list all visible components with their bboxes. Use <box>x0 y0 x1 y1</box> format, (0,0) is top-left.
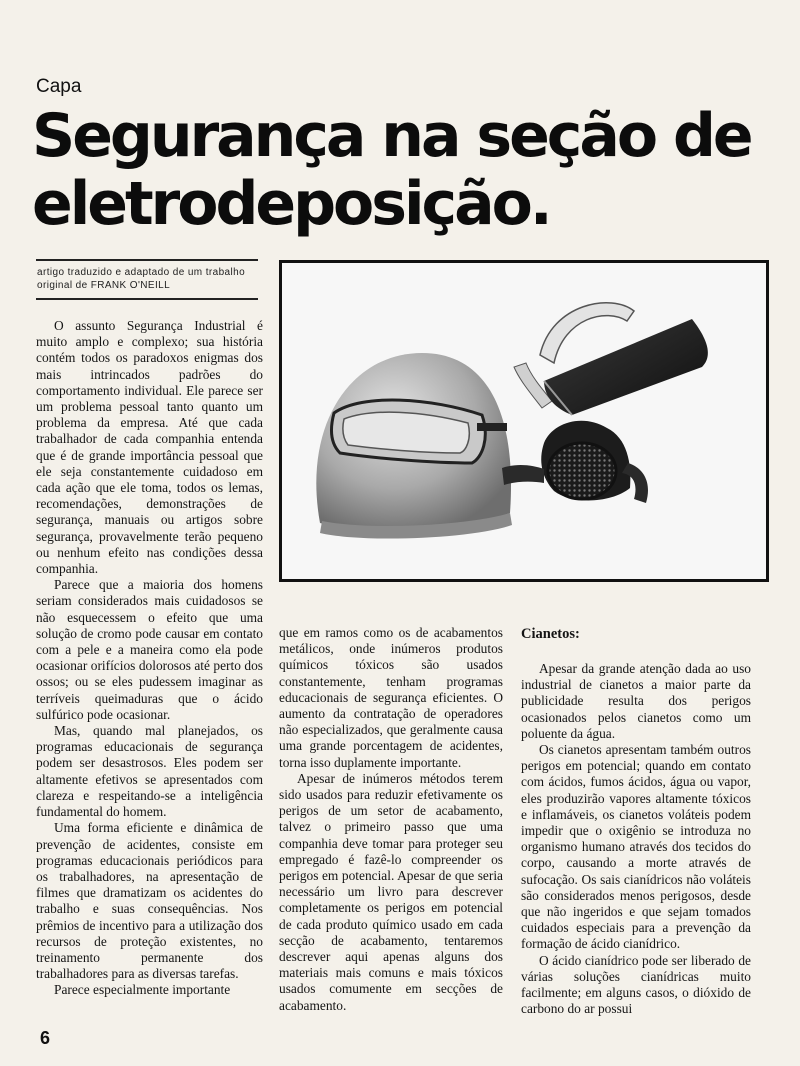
author-credit: artigo traduzido e adaptado de um trabalho original de FRANK O'NEILL <box>37 267 246 291</box>
respirator-filter <box>548 443 616 499</box>
subheading-cianetos: Cianetos: <box>521 626 580 642</box>
section-label: Capa <box>36 76 82 97</box>
credit-rule-bottom <box>36 298 258 300</box>
article-column-1 <box>36 318 263 999</box>
paragraph: O ácido cianídrico pode ser liberado de várias soluções cianídricas muito facilmente; em alguns casos, o dióxido de carbono do ar possui <box>521 952 751 1017</box>
paragraph: Uma forma eficiente e dinâmica de prevenção de acidentes, consiste em programas educacionais periódicos para os trabalhadores, na apresentação de filmes que dramatizam os acidentes do trabalho e suas consequências. Nos prêmios de incentivo para a utilização dos recursos de proteção existentes, no treinamento permanente dos trabalhadores para as diversas tarefas. <box>36 820 263 982</box>
safety-equipment-photo <box>279 260 769 582</box>
safety-equipment-illustration <box>282 263 766 579</box>
credit-rule-top <box>36 259 258 261</box>
headline: Segurança na seção de eletrodeposição. <box>32 101 751 239</box>
paragraph: Parece especialmente importante <box>54 982 231 998</box>
article-column-3 <box>521 625 751 1017</box>
paragraph: Apesar de inúmeros métodos terem sido usados para reduzir efetivamente os perigos de um setor de acabamento, talvez o primeiro passo que uma companhia deve tomar para proteger seu empregado é fazê-lo compreender os perigos em potencial. Apesar de que seria necessário um livro para descrever completamente os perigos em potencial de cada produto químico usado em cada secção de acabamento, tentaremos descrever aqui apenas alguns dos materiais mais comuns e mais tóxicos usados comumente em secções de acabamento. <box>279 770 503 1013</box>
page-number: 6 <box>40 1028 51 1048</box>
paragraph: Apesar da grande atenção dada ao uso industrial de cianetos a maior parte da publicidade resulta dos perigos ocasionados pelos cianetos como um poluente da água. <box>521 661 751 741</box>
paragraph: que em ramos como os de acabamentos metálicos, onde inúmeros produtos químicos tóxicos são usados constantemente, tenham programas educacionais de segurança eficientes. O aumento da contratação de operadores não especializados, que geralmente causa uma grande porcentagem de acidentes, torna isso duplamente importante. <box>279 625 503 770</box>
paragraph: Parece que a maioria dos homens seriam considerados mais cuidadosos se não esquecessem o efeito que uma solução de cromo pode causar em contato com a pele e a maneira como ela pode ocasionar orifícios dolorosos até perto dos ossos; ou se eles pudessem imaginar as terríveis queimaduras que o ácido sulfúrico pode ocasionar. <box>36 577 263 722</box>
paragraph: Os cianetos apresentam também outros perigos em potencial; quando em contato com ácidos, fumos ácidos, água ou vapor, eles produzirão vapores altamente tóxicos e inflamáveis, os cianetos voláteis podem impedir que o oxigênio se introduza no organismo humano através dos tecidos do corpo, causando a morte através de sufocação. Os sais cianídricos não voláteis são considerados menos perigosos, desde que não ingeridos e que sejam tomados cuidados especiais para a prevenção da formação de ácido cianídrico. <box>521 742 751 952</box>
article-column-2 <box>279 625 503 1014</box>
paragraph: O assunto Segurança Industrial é muito amplo e complexo; sua história contém todos os paradoxos enigmas dos mais intrincados padrões do comportamento individual. Ele parece ser um problema pessoal tanto quanto um problema da empresa. Até que cada trabalhador de cada companhia entenda que é de grande importância pessoal que ele seja constantemente cuidadoso em cada ação que ele toma, todos os lemas, recomendações, demonstrações de segurança, manuais ou artigos sobre segurança, provavelmente terão pequeno ou nenhum efeito nas condições dessa companhia. <box>36 318 263 577</box>
paragraph: Mas, quando mal planejados, os programas educacionais de segurança podem ser desastrosos. Eles podem ser altamente efetivos se apresentados com clareza e respeitando-se a inteligência fundamental do homem. <box>36 723 263 820</box>
